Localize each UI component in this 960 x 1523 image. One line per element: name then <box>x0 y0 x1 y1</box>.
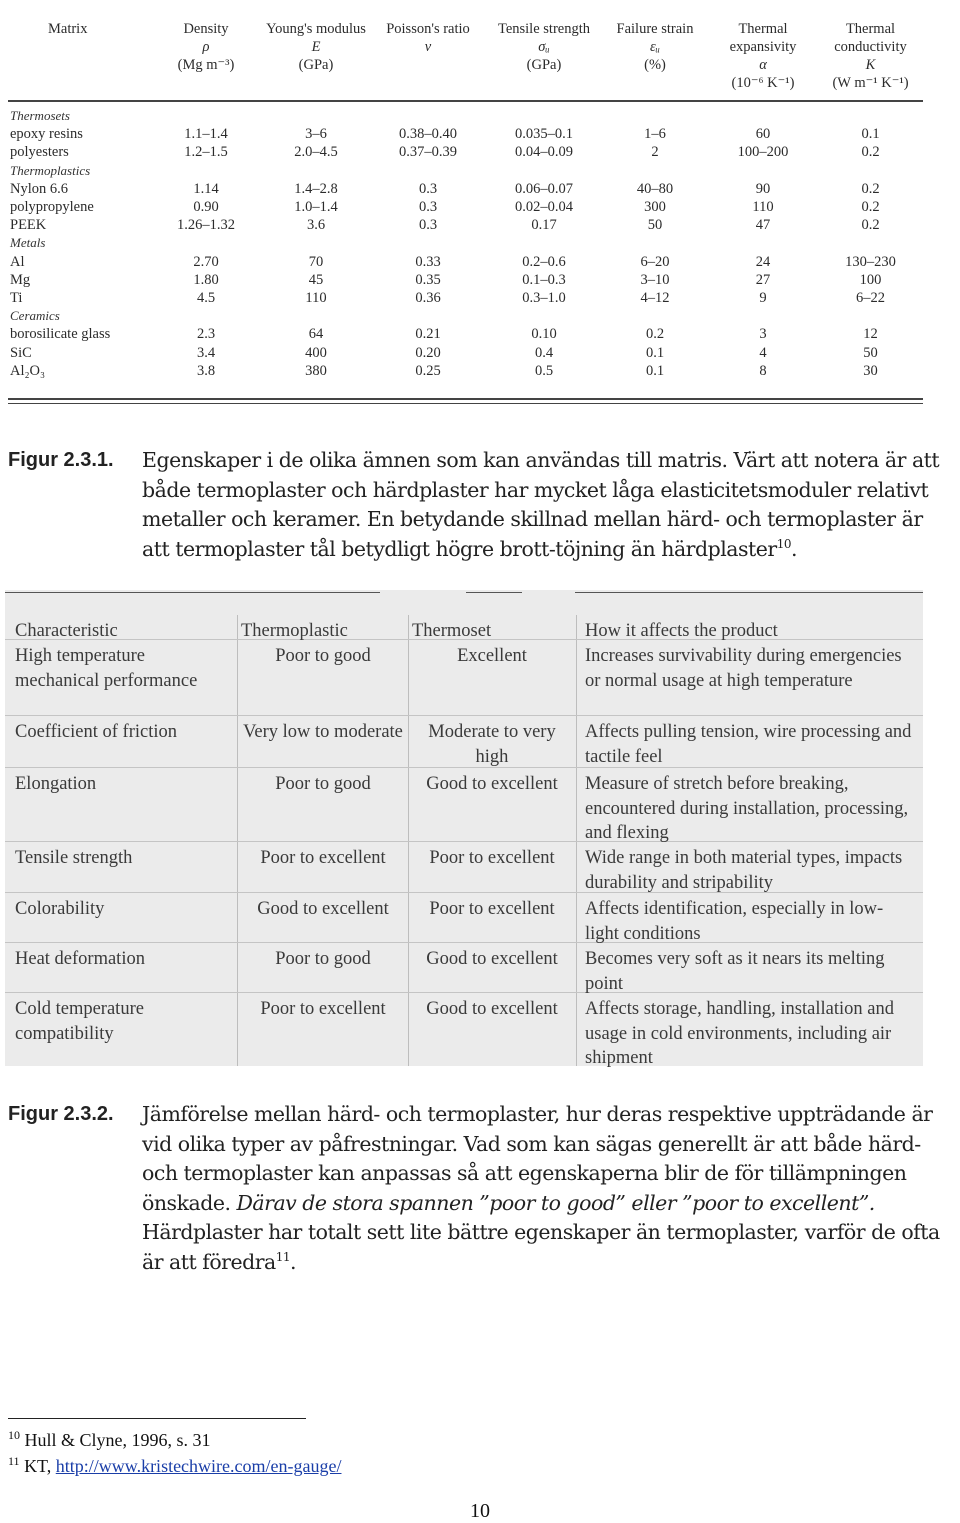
table-cell: 90 <box>755 180 771 197</box>
table-cell: 100–200 <box>737 144 789 161</box>
table-rule <box>575 592 923 593</box>
table-cell: 0.90 <box>193 199 219 215</box>
table-cell: 3–10 <box>640 271 670 288</box>
table-cell: 0.3 <box>418 180 438 197</box>
table-cell: 64 <box>308 326 324 343</box>
table-cell: 47 <box>755 217 771 234</box>
table-cell: 0.035–0.1 <box>515 126 573 143</box>
table-cell: 70 <box>308 253 324 270</box>
table-cell: 2.0–4.5 <box>294 144 338 161</box>
table-cell: 1.1–1.4 <box>184 126 228 143</box>
table-cell: 12 <box>863 326 878 343</box>
header-unit: (GPa) <box>298 57 334 73</box>
table-cell: Poor to good <box>275 949 371 969</box>
row-label: SiC <box>10 344 32 361</box>
column-header: Thermoset <box>412 621 492 641</box>
table-cell: 0.4 <box>534 344 554 361</box>
column-header <box>156 20 256 100</box>
table-cell: 0.21 <box>415 326 441 343</box>
header-symbol: εᵤ <box>650 39 660 55</box>
footnote-rule <box>8 1418 306 1419</box>
table-cell: Poor to excellent <box>260 848 386 868</box>
table-cell: 2 <box>651 144 659 161</box>
table-cell: 50 <box>863 344 878 361</box>
table-cell: 45 <box>308 271 324 288</box>
table-cell: Poor to excellent <box>429 899 555 919</box>
header-unit: (GPa) <box>526 57 562 73</box>
table-cell: Becomes very soft as it nears its melting point <box>585 949 885 994</box>
characteristics-table <box>5 590 923 1066</box>
table-cell: 60 <box>755 126 771 143</box>
caption-label: Figur 2.3.2. <box>8 1103 114 1125</box>
figure-caption-2: Figur 2.3.2. Jämförelse mellan härd- och termoplaster, hur deras respektive uppträdande är vid olika typer av påfrestningar. Vad som kan sägas generellt är att både härd- och termoplaster kan anpassas så att egenskaperna blir de för tillämpningen önskade. Därav de stora spannen ”poor to good” eller ”poor to excellent”. Härdplaster har totalt sett lite bättre egenskaper än termoplaster, varför de ofta är att föredra$^{11}$. <box>8 1102 940 1274</box>
table-cell: Good to excellent <box>257 899 389 919</box>
table-cell: 6–22 <box>856 290 885 306</box>
table-cell: 40–80 <box>636 180 674 197</box>
table-cell: 0.1 <box>645 344 665 361</box>
header-symbol: K <box>865 57 876 73</box>
table-cell: 3 <box>759 326 767 343</box>
table-cell: 0.04–0.09 <box>515 144 573 161</box>
header-symbol: E <box>311 39 321 55</box>
row-label: Heat deformation <box>15 949 145 969</box>
footnote-ref: 11 <box>275 1249 291 1264</box>
row-label: Colorability <box>15 899 105 919</box>
row-label: Al₂O₃ <box>10 362 46 379</box>
category-label: Metals <box>10 235 46 251</box>
table-cell: 3.4 <box>196 344 216 361</box>
header-symbol: α <box>759 57 767 73</box>
header-name: Young's modulus <box>266 21 366 37</box>
table-cell: 0.5 <box>534 362 554 379</box>
table-cell: Very low to moderate <box>243 722 403 742</box>
table-cell: 0.3 <box>418 199 438 215</box>
table-cell: Good to excellent <box>426 774 558 794</box>
header-symbol: σᵤ <box>538 39 550 55</box>
table-cell: 0.20 <box>415 344 441 361</box>
header-name: Failure strain <box>616 21 694 37</box>
table-cell: 110 <box>305 290 327 306</box>
table-cell: Affects identification, especially in low-light conditions <box>585 899 884 944</box>
caption-label: Figur 2.3.1. <box>8 449 114 471</box>
footnote-number: 11 <box>8 1454 20 1468</box>
table-cell: 0.37–0.39 <box>399 144 457 161</box>
table-cell: 1.0–1.4 <box>294 199 338 215</box>
table-cell: 0.1 <box>861 126 880 143</box>
row-label: Elongation <box>15 774 97 794</box>
header-name: Matrix <box>48 21 88 37</box>
table-cell: 0.2 <box>861 217 880 234</box>
row-label: Tensile strength <box>15 848 133 868</box>
table-cell: 0.35 <box>415 271 441 288</box>
table-cell: 1–6 <box>644 126 666 143</box>
table-cell: 3–6 <box>305 126 327 143</box>
table-cell: Poor to good <box>275 646 371 666</box>
header-name: Thermal expansivity <box>729 21 797 55</box>
footnote-text: Hull & Clyne, 1996, s. 31 <box>24 1430 211 1450</box>
table-cell: 50 <box>647 217 663 234</box>
caption-text: Egenskaper i de olika ämnen som kan användas till matris. Värt att notera är att både termoplaster och härdplaster har mycket låga elasticitetsmoduler relativt metaller och keramer. En betydande skillnad mellan härd- och termoplaster är att termoplaster tål betydligt högre brott-töjning än härdplaster <box>142 448 940 561</box>
category-label: Thermosets <box>10 108 70 123</box>
footnote-ref: 10 <box>776 536 791 551</box>
column-header <box>713 20 813 100</box>
table-cell: 1.26–1.32 <box>177 217 235 234</box>
table-cell: 0.06–0.07 <box>515 180 573 197</box>
footnote-text: KT, <box>24 1456 56 1476</box>
header-name: Thermal conductivity <box>834 21 907 55</box>
table-cell: 0.33 <box>415 253 441 270</box>
table-cell: 380 <box>305 362 327 379</box>
table-cell: 0.1–0.3 <box>522 271 566 288</box>
column-header <box>378 20 478 100</box>
table-cell: Affects storage, handling, installation and usage in cold environments, including air shipment <box>585 999 894 1068</box>
table-cell: Measure of stretch before breaking, encountered during installation, processing, and flexing <box>585 774 909 843</box>
table-cell: 0.2 <box>645 326 665 343</box>
table-cell: 0.3–1.0 <box>522 290 566 306</box>
table-cell: Increases survivability during emergencies or normal usage at high temperature <box>585 646 902 691</box>
table-rule <box>8 100 923 102</box>
table-cell: 110 <box>752 199 774 215</box>
table-cell: Good to excellent <box>426 999 558 1019</box>
table-cell: 0.3 <box>418 217 438 234</box>
table-rule <box>466 592 522 593</box>
table-cell: Poor to excellent <box>429 848 555 868</box>
footnote-10 <box>8 1430 211 1451</box>
materials-properties-table <box>8 20 923 408</box>
header-unit: (Mg m⁻³) <box>177 57 235 73</box>
column-header: Characteristic <box>15 621 118 641</box>
table-cell: 3.6 <box>306 217 326 234</box>
table-rule <box>5 592 380 593</box>
category-label: Thermoplastics <box>10 162 91 178</box>
header-unit: (W m⁻¹ K⁻¹) <box>832 75 909 91</box>
category-label: Ceramics <box>10 308 60 324</box>
row-label: epoxy resins <box>10 126 83 143</box>
caption-text: Jämförelse mellan härd- och termoplaster, hur deras respektive uppträdande är vid olika typer av påfrestningar. Vad som kan sägas generellt är att både härd- och termoplaster kan anpassas så att egenskaperna blir de för tillämpningen önskade. <box>142 1102 933 1215</box>
table-cell: 24 <box>755 253 771 270</box>
row-label: Cold temperature compatibility <box>15 999 144 1044</box>
table-cell: 30 <box>863 362 878 379</box>
header-symbol: ρ <box>202 39 210 55</box>
table-cell: 1.4–2.8 <box>294 180 338 197</box>
table-cell: 0.36 <box>415 290 441 306</box>
table-cell: Poor to excellent <box>260 999 386 1019</box>
table-cell: 2.70 <box>193 253 219 270</box>
table-cell: 8 <box>759 362 767 379</box>
table-cell: 4 <box>759 344 767 361</box>
row-label: polyesters <box>10 144 69 161</box>
table-cell: Moderate to very high <box>428 722 556 767</box>
row-label: Coefficient of friction <box>15 722 177 742</box>
table-cell: Affects pulling tension, wire processing and tactile feel <box>585 722 912 767</box>
column-header <box>610 20 700 100</box>
table-cell: 0.25 <box>415 362 441 379</box>
table-cell: Good to excellent <box>426 949 558 969</box>
table-cell: 4–12 <box>640 290 670 306</box>
table-cell: 0.2 <box>861 199 880 215</box>
table-cell: Wide range in both material types, impacts durability and stripability <box>585 848 903 893</box>
table-cell: 2.3 <box>196 326 216 343</box>
table-cell: 130–230 <box>845 253 896 270</box>
row-label: PEEK <box>10 217 47 234</box>
footnote-number: 10 <box>8 1428 20 1442</box>
table-cell: 9 <box>759 290 767 306</box>
table-cell: 400 <box>305 344 327 361</box>
header-name: Density <box>183 21 229 37</box>
table-cell: 0.2 <box>861 180 880 197</box>
header-unit: (10⁻⁶ K⁻¹) <box>731 75 795 91</box>
caption-italic-text: Därav de stora spannen ”poor to good” eller ”poor to excellent”. <box>236 1190 875 1215</box>
column-header <box>266 20 366 100</box>
table-cell: Excellent <box>457 646 527 666</box>
table-cell: 4.5 <box>196 290 216 306</box>
table-cell: 100 <box>859 271 882 288</box>
header-name: Poisson's ratio <box>386 21 470 37</box>
figure-caption-1: Figur 2.3.1. Egenskaper i de olika ämnen som kan användas till matris. Värt att notera är att både termoplaster och härdplaster har mycket låga elasticitetsmoduler relativt metaller och keramer. En betydande skillnad mellan härd- och termoplaster är att termoplaster tål betydligt högre brott-töjning än härdplaster$^{10}$. <box>8 448 940 561</box>
table-cell: 0.38–0.40 <box>399 126 457 143</box>
table-rule <box>8 398 923 400</box>
header-unit: (%) <box>644 57 666 73</box>
table-cell: 0.1 <box>645 362 665 379</box>
table-rule <box>8 403 923 404</box>
row-label: High temperature mechanical performance <box>15 646 198 691</box>
footnote-11 <box>8 1456 341 1477</box>
caption-text: Härdplaster har totalt sett lite bättre egenskaper än termoplaster, varför de ofta är att föredra <box>142 1220 940 1274</box>
table-cell: 300 <box>644 199 666 215</box>
footnote-link[interactable]: http://www.kristechwire.com/en-gauge/ <box>55 1456 342 1476</box>
table-cell: Poor to good <box>275 774 371 794</box>
table-cell: 0.10 <box>531 326 557 343</box>
table-cell: 1.2–1.5 <box>184 144 228 161</box>
table-cell: 3.8 <box>196 362 216 379</box>
column-header: Thermoplastic <box>241 621 348 641</box>
table-cell: 6–20 <box>640 253 670 270</box>
column-header: How it affects the product <box>585 621 778 641</box>
row-label: Mg <box>10 271 31 288</box>
table-cell: 0.2 <box>861 144 880 161</box>
row-label: borosilicate glass <box>10 326 111 343</box>
page-number: 10 <box>470 1500 490 1522</box>
row-label: Ti <box>10 290 23 306</box>
table-cell: 1.14 <box>193 180 219 197</box>
table-cell: 1.80 <box>193 271 219 288</box>
row-label: polypropylene <box>10 199 94 215</box>
table-cell: 0.02–0.04 <box>515 199 573 215</box>
table-cell: 0.2–0.6 <box>522 253 566 270</box>
header-name: Tensile strength <box>497 21 590 37</box>
row-label: Al <box>10 253 25 270</box>
table-cell: 0.17 <box>531 217 557 234</box>
column-header <box>818 20 923 100</box>
row-label: Nylon 6.6 <box>10 180 68 197</box>
header-symbol: ν <box>424 39 432 55</box>
table-cell: 27 <box>755 271 771 288</box>
column-header <box>488 20 600 100</box>
